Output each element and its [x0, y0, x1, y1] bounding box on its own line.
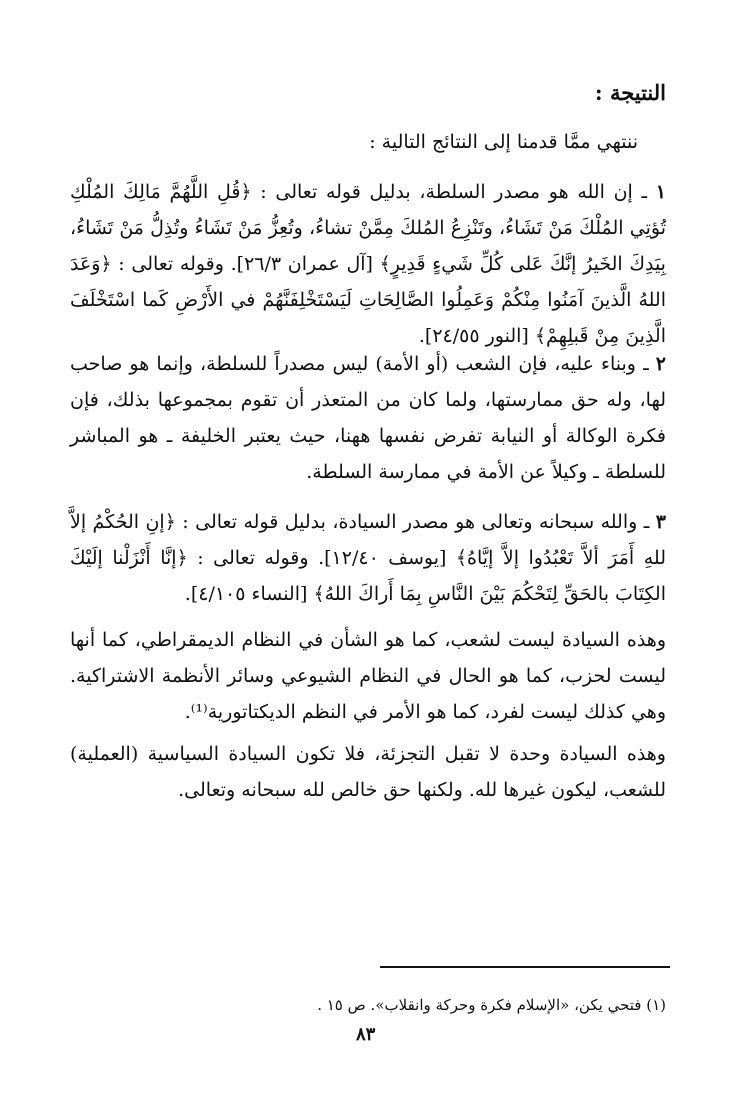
paragraph-indivisibility: وهذه السيادة وحدة لا تقبل التجزئة، فلا تكون السيادة السياسية (العملية) للشعب، ليكون غيرها لله. ولكنها حق خالص لله سبحانه وتعالى.: [70, 743, 666, 801]
paragraph-sovereignty: وهذه السيادة ليست لشعب، كما هو الشأن في النظام الديمقراطي، كما أنها ليست لحزب، كما هو الحال في النظام الشيوعي وسائر الأنظمة الاشتراكية. وهي كذلك ليست لفرد، كما هو الأمر في النظم الديكتاتورية⁽¹⁾.: [70, 629, 666, 723]
item-number: ١: [655, 181, 666, 203]
item-text: ـ والله سبحانه وتعالى هو مصدر السيادة، بدليل قوله تعالى : ﴿إنِ الحُكْمُ إلاَّ للهِ أَمَرَ ألاَّ تَعْبُدُوا إلاَّ إيَّاهُ﴾ [يوسف ١٢/٤٠]. وقوله تعالى : ﴿إنَّا أَنْزَلْنا إلَيْكَ الكِتَابَ بالحَقِّ لِتَحْكُمَ بَيْنَ النَّاسِ بِمَا أَراكَ اللهُ﴾ [النساء ٤/١٠٥].: [70, 511, 666, 605]
numbered-item-3: [70, 504, 666, 612]
intro-text: ننتهي ممَّا قدمنا إلى النتائج التالية :: [369, 131, 638, 153]
page-number: ٨٣: [356, 1024, 376, 1045]
item-text: ـ إن الله هو مصدر السلطة، بدليل قوله تعالى : ﴿قُلِ اللَّهُمَّ مَالِكَ المُلْكِ تُؤتِي المُلْكَ مَنْ تَشَاءُ، وتَنْزِعُ المُلكَ مِمَّنْ تشاءُ، وتُعِزُّ مَنْ تَشَاءُ وتُذِلُّ مَنْ تَشَاءُ، بِيَدِكَ الخَيرُ إنَّكَ عَلى كُلِّ شَيءٍ قَدِيرٍ﴾ [آل عمران ٢٦/٣]. وقوله تعالى : ﴿وَعَدَ اللهُ الَّذينَ آمَنُوا مِنْكُمْ وَعَمِلُوا الصَّالِحَاتِ لَيَسْتَخْلِفَنَّهُمْ في الأَرْضِ كَما اسْتَخْلَفَ الَّذِينَ مِنْ قَبلِهِمْ﴾ [النور ٢٤/٥٥].: [70, 181, 666, 347]
footnote-divider: [380, 966, 670, 968]
numbered-item-1: [70, 174, 666, 354]
section-heading: النتيجة :: [594, 80, 666, 105]
numbered-item-2: [70, 346, 666, 490]
footnote: (١) فتحي يكن، «الإسلام فكرة وحركة وانقلاب». ص ١٥ .: [317, 996, 666, 1014]
item-text: ـ وبناء عليه، فإن الشعب (أو الأمة) ليس مصدراً للسلطة، وإنما هو صاحب لها، وله حق ممارستها، ولما كان من المتعذر أن تقوم بمجموعها بذلك، فإن فكرة الوكالة أو النيابة تفرض نفسها ههنا، حيث يعتبر الخليفة ـ هو المباشر للسلطة ـ وكيلاً عن الأمة في ممارسة السلطة.: [70, 353, 666, 483]
item-number: ٢: [655, 353, 666, 375]
item-number: ٣: [655, 511, 666, 533]
